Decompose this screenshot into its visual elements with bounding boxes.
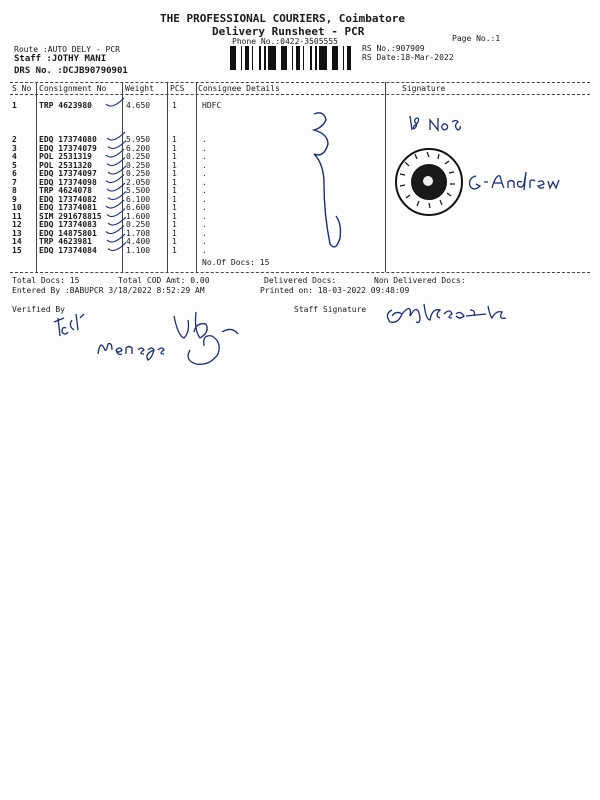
row-pcs: 1 — [172, 186, 177, 195]
entered-by: Entered By :BABUPCR 3/18/2022 8:52:29 AM — [12, 286, 205, 295]
row-pcs: 1 — [172, 228, 177, 238]
row-weight: 2.050 — [126, 177, 151, 187]
row-consignment-no: TRP 4623980 — [39, 101, 92, 110]
row-sno: 11 — [12, 211, 22, 221]
receiver-name-signature — [466, 170, 566, 196]
row-sno: 10 — [12, 203, 22, 212]
row-sno: 13 — [12, 228, 22, 238]
row-pcs: 1 — [172, 169, 177, 178]
header-consignee: Consignee Details — [198, 84, 280, 93]
row-pcs: 1 — [172, 203, 177, 212]
rs-number: RS No.:907909 — [362, 44, 425, 53]
row-weight: 0.250 — [126, 160, 151, 170]
row-pcs: 1 — [172, 135, 177, 144]
row-consignment-no: TRP 4624078 — [39, 186, 92, 195]
page-number: Page No.:1 — [452, 34, 501, 43]
row-consignee-details: . — [202, 194, 207, 204]
company-name: THE PROFESSIONAL COURIERS, Coimbatore — [160, 12, 406, 25]
route: Route :AUTO DELY - PCR — [14, 45, 120, 54]
row-weight: 0.250 — [126, 169, 151, 178]
row-consignment-no: EDQ 17374080 — [39, 135, 97, 144]
row-consignee-details: . — [202, 169, 207, 178]
row-consignee-details: HDFC — [202, 101, 222, 110]
row-weight: 1.100 — [126, 245, 151, 255]
row-pcs: 1 — [172, 194, 177, 204]
row-consignee-details: . — [202, 237, 207, 246]
staff-name: Staff :JOTHY MANI — [14, 54, 107, 64]
header-sno: S No — [12, 84, 32, 93]
company-stamp — [395, 148, 463, 216]
tick-mark — [106, 200, 124, 208]
row-consignment-no: EDQ 17374083 — [39, 220, 97, 229]
verified-by-label: Verified By — [12, 305, 65, 314]
row-weight: 6.200 — [126, 143, 151, 153]
row-consignment-no: EDQ 17374097 — [39, 169, 97, 178]
row-consignment-no: EDQ 17374079 — [39, 143, 97, 153]
header-weight: Weight — [125, 84, 154, 93]
row-sno: 5 — [12, 160, 17, 170]
row-consignee-details: . — [202, 220, 207, 229]
row-sno: 12 — [12, 220, 22, 229]
row-weight: 4.400 — [126, 237, 151, 246]
tick-mark — [107, 132, 125, 140]
row-sno: 15 — [12, 245, 22, 255]
delivered-docs: Delivered Docs: — [264, 276, 337, 285]
tick-mark — [107, 234, 125, 242]
staff-signature — [380, 300, 520, 330]
no-of-docs: No.Of Docs: 15 — [202, 258, 270, 267]
row-consignee-details: . — [202, 245, 207, 255]
staff-signature-label: Staff Signature — [294, 305, 367, 314]
tick-mark — [106, 175, 124, 183]
row-pcs: 1 — [172, 177, 177, 187]
row-weight: 1.708 — [126, 228, 151, 238]
verifier-signature — [40, 310, 260, 374]
tick-mark — [106, 226, 124, 234]
tick-mark — [106, 149, 124, 157]
row-consignment-no: EDQ 17374082 — [39, 194, 97, 204]
drs-number: DRS No. :DCJB90790901 — [14, 66, 128, 76]
row-weight: 0.250 — [126, 220, 151, 229]
row-consignee-details: . — [202, 177, 207, 187]
row-consignee-details: . — [202, 203, 207, 212]
row-pcs: 1 — [172, 245, 177, 255]
row-weight: 0.250 — [126, 152, 151, 161]
row-consignee-details: . — [202, 211, 207, 221]
tick-mark — [108, 141, 126, 149]
row-consignee-details: . — [202, 228, 207, 238]
row-sno: 3 — [12, 143, 17, 153]
row-consignment-no: EDQ 14875801 — [39, 228, 97, 238]
row-pcs: 1 — [172, 220, 177, 229]
tick-mark — [108, 166, 126, 174]
row-consignee-details: . — [202, 160, 207, 170]
row-sno: 7 — [12, 177, 17, 187]
row-weight: 5.500 — [126, 186, 151, 195]
row-consignment-no: SIM 291678815 — [39, 211, 102, 221]
tick-mark — [107, 209, 125, 217]
row-weight: 5.950 — [126, 135, 151, 144]
row-sno: 6 — [12, 169, 17, 178]
document-title: Delivery Runsheet - PCR — [212, 25, 365, 38]
tick-mark — [108, 243, 126, 251]
row-consignee-details: . — [202, 186, 207, 195]
total-cod: Total COD Amt: 0.00 — [118, 276, 210, 285]
row-sno: 14 — [12, 237, 22, 246]
row-consignee-details: . — [202, 143, 207, 153]
row-sno: 8 — [12, 186, 17, 195]
tick-mark — [106, 98, 124, 106]
row-sno: 9 — [12, 194, 17, 204]
row-pcs: 1 — [172, 143, 177, 153]
row-consignment-no: EDQ 17374081 — [39, 203, 97, 212]
row-weight: 6.100 — [126, 194, 151, 204]
header-pcs: PCS — [170, 84, 185, 93]
row-weight: 1.600 — [126, 211, 151, 221]
header-signature: Signature — [402, 84, 446, 93]
phone-number: Phone No.:0422-3505555 — [232, 37, 338, 46]
row-sno: 1 — [12, 101, 17, 110]
handwritten-count-note — [408, 112, 468, 136]
row-consignment-no: EDQ 17374084 — [39, 245, 97, 255]
row-consignment-no: POL 2531319 — [39, 152, 92, 161]
tick-mark — [107, 158, 125, 166]
tick-mark — [108, 192, 126, 200]
row-weight: 6.600 — [126, 203, 151, 212]
non-delivered-docs: Non Delivered Docs: — [374, 276, 466, 285]
row-consignee-details: . — [202, 152, 207, 161]
row-sno: 4 — [12, 152, 17, 161]
rs-date: RS Date:18-Mar-2022 — [362, 53, 454, 62]
row-sno: 2 — [12, 135, 17, 144]
row-pcs: 1 — [172, 152, 177, 161]
tick-mark — [108, 217, 126, 225]
row-pcs: 1 — [172, 211, 177, 221]
row-pcs: 1 — [172, 101, 177, 110]
row-pcs: 1 — [172, 160, 177, 170]
row-pcs: 1 — [172, 237, 177, 246]
printed-on: Printed on: 18-03-2022 09:48:09 — [260, 286, 410, 295]
tick-mark — [107, 183, 125, 191]
row-consignment-no: TRP 4623981 — [39, 237, 92, 246]
header-consignment: Consignment No — [39, 84, 107, 93]
row-consignment-no: EDQ 17374098 — [39, 177, 97, 187]
row-consignee-details: . — [202, 135, 207, 144]
row-consignment-no: POL 2531320 — [39, 160, 92, 170]
total-docs: Total Docs: 15 — [12, 276, 80, 285]
row-weight: 4.650 — [126, 101, 151, 110]
consignee-signature — [300, 108, 360, 258]
